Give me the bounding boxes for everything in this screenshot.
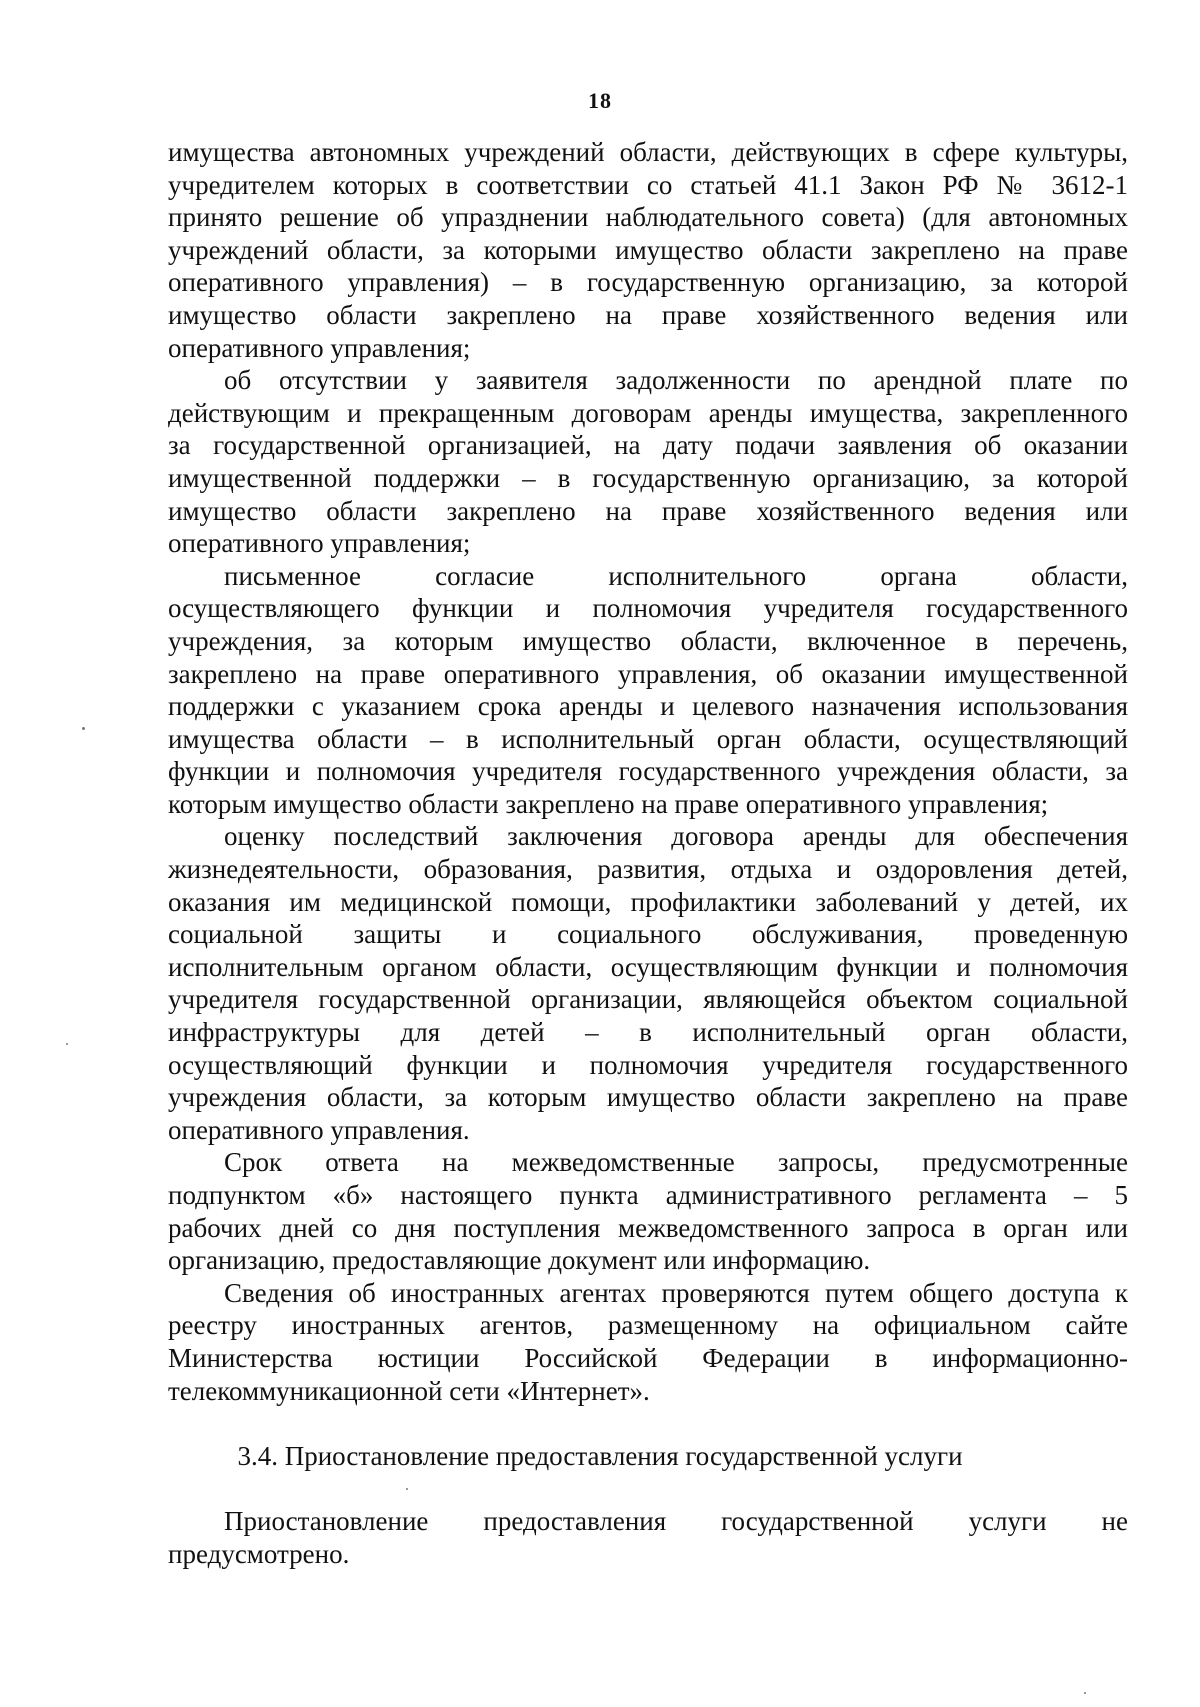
text-line: которым имущество области закреплено на праве оперативного управления; [168,788,1049,819]
text-line: Приостановление предоставления государственной услуги не [224,1506,1128,1536]
text-line: оперативного управления. [168,1114,470,1145]
text-line: оперативного управления; [168,528,471,559]
text-line: рабочих дней со дня поступления межведомственного запроса в орган или [168,1212,1128,1243]
text-line: закреплено на праве оперативного управления, об оказании имущественной [168,658,1128,689]
section-heading: 3.4. Приостановление предоставления государственной услуги [237,1441,963,1471]
text-line: предусмотрено. [168,1538,350,1569]
scan-speck [66,1043,68,1045]
text-line: принято решение об упразднении наблюдательного совета) (для автономных [168,202,1128,233]
text-line: имущество области закреплено на праве хозяйственного ведения или [168,495,1128,526]
text-line: имущественной поддержки – в государственную организацию, за которой [168,462,1128,493]
scan-speck [406,1488,408,1490]
text-line: действующим и прекращенным договорам аренды имущества, закрепленного [168,397,1128,428]
text-line: учреждения области, за которым имущество области закреплено на праве [168,1082,1128,1113]
text-line: организацию, предоставляющие документ или информацию. [168,1245,871,1276]
text-line: реестру иностранных агентов, размещенному на официальном сайте [168,1310,1128,1341]
text-line: учреждений области, за которыми имущество области закреплено на праве [168,234,1128,265]
text-line: имущества области – в исполнительный орган области, осуществляющий [168,723,1128,754]
text-line: осуществляющий функции и полномочия учредителя государственного [168,1049,1128,1080]
text-line: Срок ответа на межведомственные запросы, предусмотренные [224,1147,1128,1178]
body-text [168,136,1128,1407]
text-line: инфраструктуры для детей – в исполнительный орган области, [168,1017,1128,1048]
text-line: имущество области закреплено на праве хозяйственного ведения или [168,299,1128,330]
text-line: имущества автономных учреждений области, действующих в сфере культуры, [168,137,1128,167]
text-line: оценку последствий заключения договора аренды для обеспечения [224,821,1128,852]
page-number: 18 [588,88,612,113]
text-line: функции и полномочия учредителя государственного учреждения области, за [168,756,1128,787]
text-line: телекоммуникационной сети «Интернет». [168,1375,650,1406]
text-line: социальной защиты и социального обслуживания, проведенную [168,919,1128,950]
text-line: подпунктом «б» настоящего пункта административного регламента – 5 [168,1180,1128,1210]
text-line: оперативного управления; [168,332,471,363]
text-line: за государственной организацией, на дату подачи заявления об оказании [168,430,1128,461]
text-line: учредителем которых в соответствии со статьей 41.1 Закон РФ № 3612-1 [168,169,1128,200]
text-line: Министерства юстиции Российской Федерации в информационно- [168,1342,1128,1373]
section-text [168,1505,1128,1570]
text-line: оперативного управления) – в государственную организацию, за которой [168,267,1128,298]
text-line: исполнительным органом области, осуществляющим функции и полномочия [168,951,1128,982]
text-line: поддержки с указанием срока аренды и целевого назначения использования [168,691,1128,722]
text-line: Сведения об иностранных агентах проверяются путем общего доступа к [224,1277,1128,1308]
text-line: осуществляющего функции и полномочия учредителя государственного [168,593,1128,624]
text-line: учреждения, за которым имущество области, включенное в перечень, [168,625,1128,656]
text-line: жизнедеятельности, образования, развития, отдыха и оздоровления детей, [168,854,1128,885]
scan-speck [1084,1692,1086,1694]
text-line: об отсутствии у заявителя задолженности по арендной плате по [224,365,1128,396]
text-line: письменное согласие исполнительного органа области, [224,560,1128,591]
text-line: оказания им медицинской помощи, профилактики заболеваний у детей, их [168,886,1128,917]
text-line: учредителя государственной организации, являющейся объектом социальной [168,984,1128,1015]
scan-speck [82,727,85,730]
